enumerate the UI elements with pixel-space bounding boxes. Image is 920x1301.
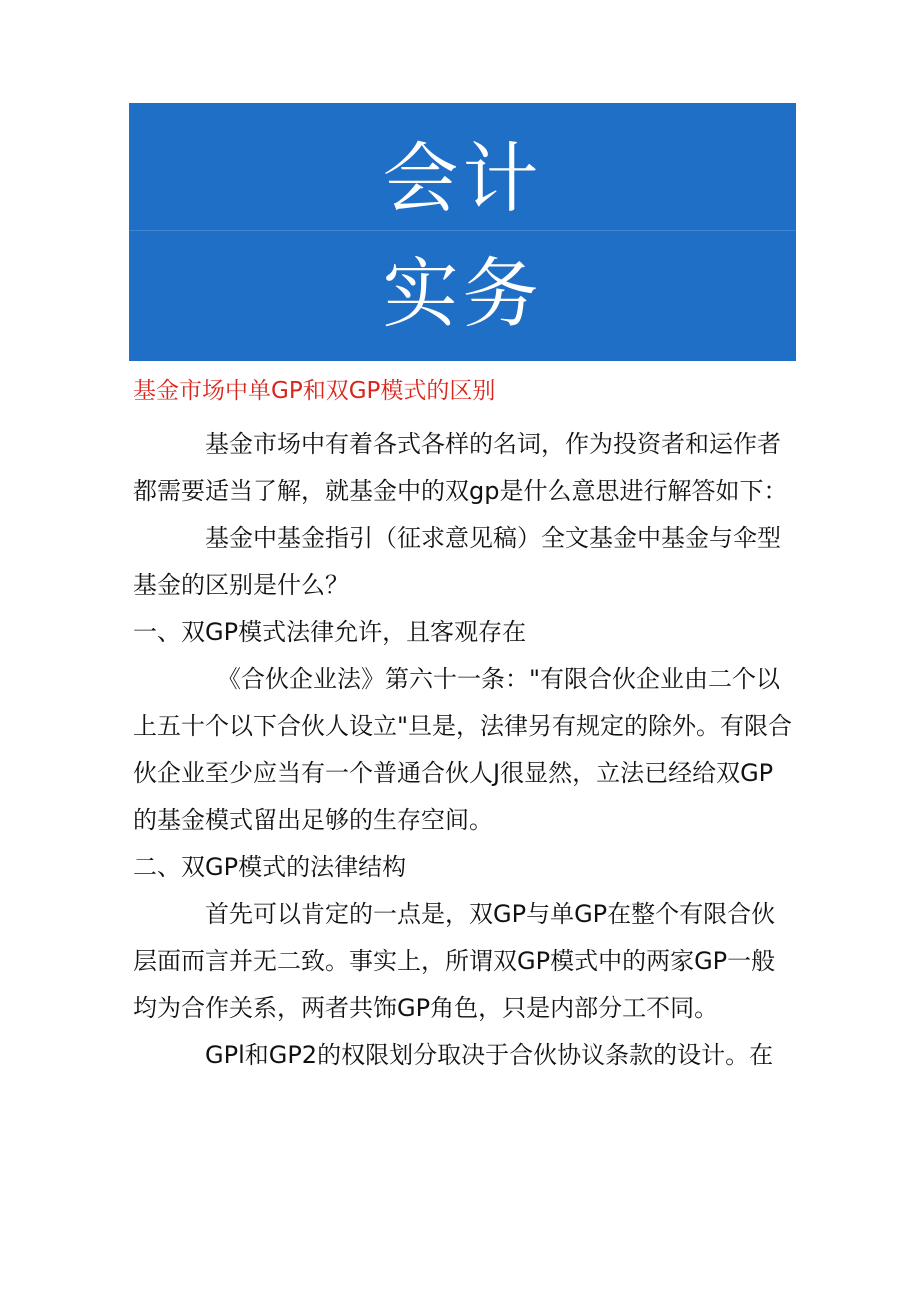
section-heading-1: 一、双GP模式法律允许，且客观存在 bbox=[133, 618, 527, 646]
banner-title-line-1: 会计 bbox=[382, 134, 543, 223]
article-body bbox=[133, 421, 793, 1079]
paragraph-intro: 基金市场中有着各式各样的名词，作为投资者和运作者都需要适当了解，就基金中的双gp是什么意思进行解答如下： bbox=[133, 430, 788, 505]
paragraph-legal-structure: 首先可以肯定的一点是，双GP与单GP在整个有限合伙层面而言并无二致。事实上，所谓双GP模式中的两家GP一般均为合作关系，两者共饰GP角色，只是内部分工不同。 bbox=[133, 900, 776, 1022]
paragraph-partnership-law: 《合伙企业法》第六十一条："有限合伙企业由二个以上五十个以下合伙人设立"旦是，法律另有规定的除外。有限合伙企业至少应当有一个普通合伙人J很显然，立法已经给双GP的基金模式留出足够的生存空间。 bbox=[133, 665, 793, 834]
article-title: 基金市场中单GP和双GP模式的区别 bbox=[133, 378, 496, 404]
banner-title-line-2: 实务 bbox=[382, 249, 543, 338]
section-heading-2: 二、双GP模式的法律结构 bbox=[133, 853, 407, 881]
paragraph-fof-guide: 基金中基金指引（征求意见稿）全文基金中基金与伞型基金的区别是什么？ bbox=[133, 524, 781, 599]
banner-divider bbox=[129, 230, 796, 231]
cover-banner bbox=[129, 103, 796, 361]
paragraph-gp-authority: GPl和GP2的权限划分取决于合伙协议条款的设计。在 bbox=[205, 1041, 774, 1069]
